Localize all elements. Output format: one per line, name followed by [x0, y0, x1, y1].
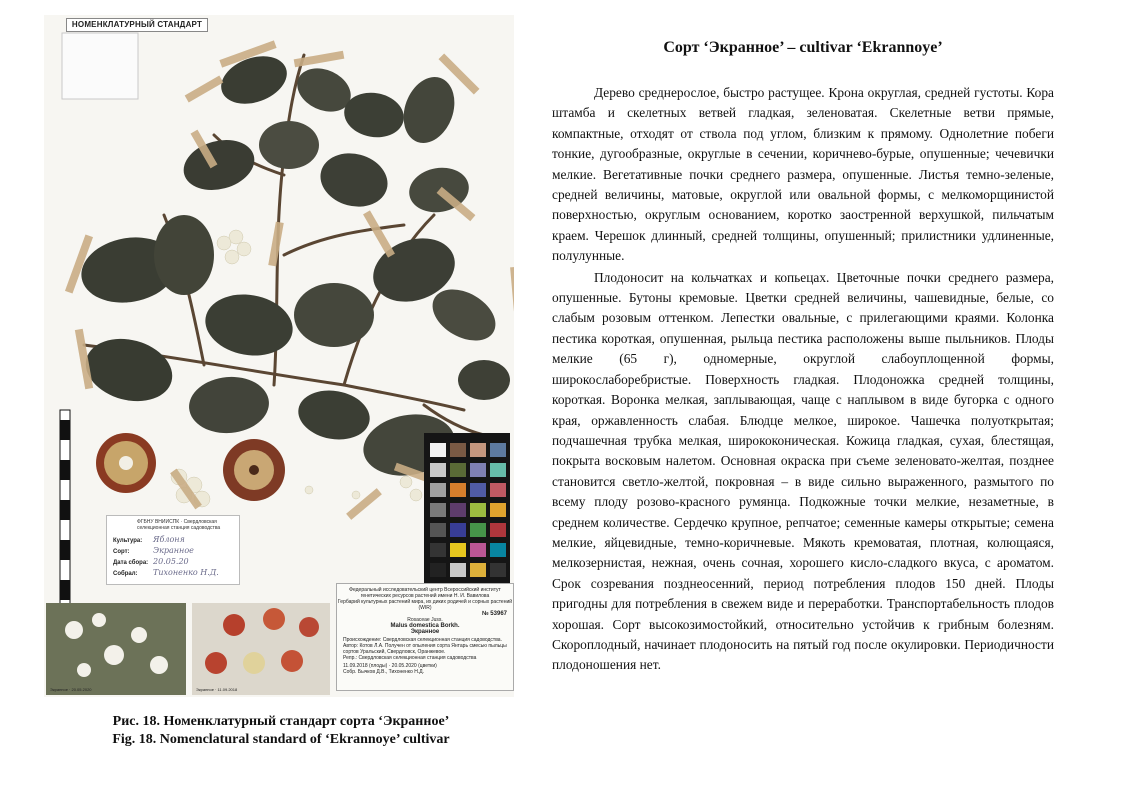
article-body — [552, 83, 1054, 677]
type-label-species: Malus domestica Borkh. — [390, 623, 460, 629]
inset-photos — [46, 603, 330, 695]
paragraph-tree-description: Дерево среднерослое, быстро растущее. Крона округлая, средней густоты. Кора штамба и скелетных ветвей гладкая, зеленоватая. Скелетные ветви прямые, компактные, отходят от ствола под углом, близким к прямому. Однолетние побеги тонкие, дугообразные, округлые в сечении, коричнево-бурые, опушенные; чечевички мелкие. Вегетативные почки среднего размера, опушенные. Листья темно-зеленые, средней величины, матовые, округлой или овальной формы, с мелкоморщинистой поверхностью, округлым основанием, коротко заостренной верхушкой, пильчатым краем. Черешок длинный, средней толщины, опушенный; прилистники удлиненные, полулунные. — [552, 85, 1054, 264]
type-label-donor: Репр.: Свердловская селекционная станция садоводства — [343, 655, 477, 661]
label-organization: ФГБНУ ВНИИСПК · Свердловская селекционная станция садоводства — [137, 519, 221, 531]
label-cultivar-key: Сорт: — [113, 549, 130, 555]
figure-caption-ru: Рис. 18. Номенклатурный стандарт сорта ‘Экранное’ — [112, 714, 450, 729]
flower-photo-caption: Экранное · 20.05.2020 — [50, 687, 92, 692]
type-specimen-label — [336, 583, 514, 691]
type-label-collectors: Собр. Бычков Д.В., Тихоненко Н.Д. — [343, 669, 424, 675]
color-checker-card — [424, 433, 510, 601]
nomenclatural-standard-header: НОМЕНКЛАТУРНЫЙ СТАНДАРТ — [66, 18, 208, 32]
figure-caption — [44, 713, 518, 749]
herbarium-sheet-image — [44, 15, 514, 697]
type-label-herbarium: Гербарий культурных растений мира, их диких родичей и сорных растений (WIR) — [337, 599, 513, 611]
label-date-value: 20.05.20 — [153, 557, 189, 566]
label-culture-key: Культура: — [113, 538, 143, 544]
type-label-sheet-number: № 53967 — [481, 611, 507, 617]
label-culture-value: Яблоня — [153, 535, 185, 544]
seed-envelope — [62, 33, 138, 99]
type-label-cultivar: Экранное — [410, 629, 440, 635]
type-label-dates: 11.09.2018 (плоды) · 20.05.2020 (цветки) — [343, 663, 437, 669]
type-label-notes: Происхождение: Свердловская селекционная станция садоводства. Автор: Котов Л.А. Получен от опыления сорта Янтарь смесью пыльцы сортов Уральский, Свердловск, Оранжевое. — [343, 637, 507, 655]
label-cultivar-value: Экранное — [153, 546, 194, 555]
label-date-key: Дата сбора: — [113, 560, 149, 566]
paragraph-fruit-description: Плодоносит на кольчатках и копьецах. Цветочные почки среднего размера, опушенные. Бутоны кремовые. Цветки средней величины, чашевидные, белые, со слабым розовым оттенком. Лепестки овальные, с прилегающими краями. Колонка пестика короткая, опушенная, рыльца пестика расположены выше пыльников. Плоды мелкие (65 г), одномерные, округлой слабоуплощенной формы, широкослаборебристые. Поверхность гладкая. Плодоножка средней толщины, короткая. Воронка мелкая, заплывающая, чаще с наплывом в виде бугорка с одного края, оржавленность слабая. Блюдце мелкое, широкое. Чашечка полуоткрытая; подчашечная трубка мелкая, ширококоническая. Кожица гладкая, сухая, блестящая, покрыта восковым налетом. Основная окраска при съеме зеленовато-желтая, позднее становится светло-желтой, покровная – в виде сильно выраженного, размытого по всему плоду розово-красного румянца. Подкожные точки мелкие, незаметные, в среднем количестве. Сердечко крупное, репчатое; семенные камеры открытые; семена мелкие, яйцевидные, темно-коричневые. Мякоть кремоватая, плотная, колющаяся, мелкозернистая, нежная, очень сочная, хорошего кисло-сладкого вкуса, с ароматом. Срок созревания позднеосенний, период потребления плодов 150 дней. Плоды пригодны для потребления в свежем виде и переработки. Транспортабельность плодов хорошая. Сорт высокозимостойкий, относительно устойчив к грибным болезням. Скороплодный, начинает плодоносить на пятый год после окулировки. Периодичности плодоношения нет. — [552, 269, 1054, 673]
scale-ruler — [60, 410, 70, 610]
fruit-photo-caption: Экранное · 11.09.2018 — [196, 687, 238, 692]
label-collector-value: Тихоненко Н.Д. — [153, 568, 219, 577]
label-collector-key: Собрал: — [113, 571, 138, 577]
article-title: Сорт ‘Экранное’ – cultivar ‘Ekrannoye’ — [663, 39, 943, 56]
type-label-institute: Федеральный исследовательский центр Всероссийский институт генетических ресурсов растений имени Н. И. Вавилова — [349, 587, 501, 599]
figure-caption-en: Fig. 18. Nomenclatural standard of ‘Ekrannoye’ cultivar — [112, 732, 450, 747]
type-label-family: Rosaceae Juss. — [407, 617, 443, 623]
collection-label-card — [106, 515, 240, 585]
